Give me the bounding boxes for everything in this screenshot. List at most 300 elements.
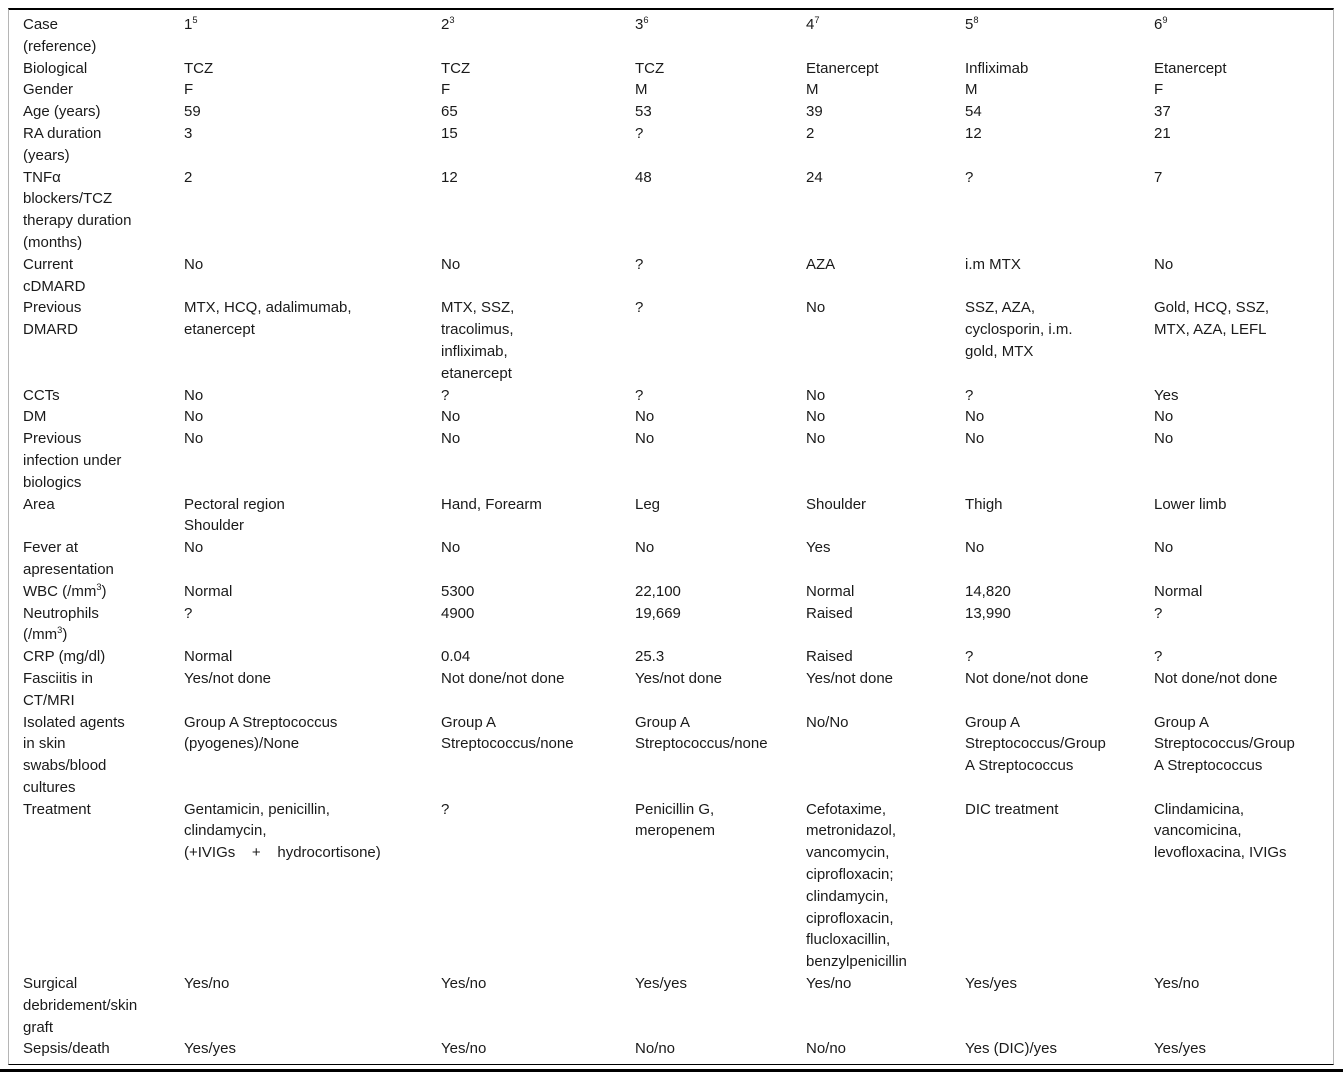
text-line: (pyogenes)/None [184, 735, 300, 753]
cell-case-3 [635, 428, 806, 450]
text-line: F [1154, 81, 1164, 99]
cell-case-5 [965, 494, 1154, 516]
text-line: No [965, 539, 985, 557]
text-line: etanercept [441, 364, 512, 382]
text-line: 5300 [441, 582, 475, 600]
cell-case-4 [806, 973, 965, 995]
row-label [23, 14, 184, 58]
text-line: Yes/no [441, 975, 487, 993]
text-line: 2 [806, 124, 815, 142]
text-line: 25.3 [635, 648, 665, 666]
text-line: 15 [441, 124, 458, 142]
cell-case-4 [806, 254, 965, 276]
cell-case-6 [1154, 428, 1333, 450]
text-line: blockers/TCZ [23, 190, 113, 208]
text-line: Pectoral region [184, 495, 285, 513]
text-line: Shoulder [806, 495, 867, 513]
cell-case-6 [1154, 1038, 1333, 1060]
text-line: Group A [635, 713, 691, 731]
row-label [23, 537, 184, 581]
text-line: No [184, 255, 204, 273]
text-line: 3 [184, 124, 193, 142]
text-line: Normal [184, 582, 233, 600]
text-line: Yes [1154, 386, 1179, 404]
text-line: DMARD [23, 321, 78, 339]
text-line: ? [965, 386, 974, 404]
text-line: 14,820 [965, 582, 1011, 600]
text-line: 12 [965, 124, 982, 142]
row-label [23, 123, 184, 167]
cell-case-6 [1154, 58, 1333, 80]
text-line: No/no [635, 1040, 676, 1058]
text-line: i.m MTX [965, 255, 1021, 273]
text-line: F [441, 81, 451, 99]
text-line: No [965, 408, 985, 426]
text-line: ? [441, 386, 450, 404]
cell-case-1 [184, 254, 441, 276]
cell-case-4 [806, 101, 965, 123]
text-line: Group A [1154, 713, 1210, 731]
table-row [23, 297, 1333, 384]
text-line: MTX, SSZ, [441, 299, 515, 317]
text-line: A Streptococcus [1154, 757, 1263, 775]
text-line: debridement/skin [23, 996, 138, 1014]
table-row [23, 973, 1333, 1038]
table-row [23, 603, 1333, 647]
text-line: No [635, 430, 655, 448]
text-line: Yes/not done [184, 669, 272, 687]
cell-case-1 [184, 668, 441, 690]
cell-case-1 [184, 123, 441, 145]
cell-case-3 [635, 297, 806, 319]
text-line: 54 [965, 103, 982, 121]
text-line: ? [635, 255, 644, 273]
superscript-reference: 3 [57, 625, 63, 636]
text-line: $3^6$ [635, 15, 649, 33]
cell-case-4 [806, 428, 965, 450]
cell-case-2 [441, 537, 635, 559]
cell-case-4 [806, 79, 965, 101]
text-line: Yes/yes [635, 975, 687, 993]
superscript-reference: 3 [96, 581, 102, 592]
text-line: $4^7$ [806, 15, 820, 33]
cell-case-4 [806, 1038, 965, 1060]
row-label [23, 712, 184, 799]
cell-case-1 [184, 712, 441, 756]
cell-case-4 [806, 581, 965, 603]
row-label [23, 254, 184, 298]
text-line: 13,990 [965, 604, 1011, 622]
text-line: No [184, 539, 204, 557]
superscript-reference: 5 [192, 15, 198, 25]
cell-case-3 [635, 581, 806, 603]
text-line: (reference) [23, 37, 97, 55]
text-line: ? [1154, 648, 1163, 666]
cell-case-3 [635, 406, 806, 428]
text-line: DIC treatment [965, 800, 1059, 818]
text-line: Not done/not done [965, 669, 1089, 687]
text-line: biologics [23, 473, 82, 491]
text-line: No [965, 430, 985, 448]
text-line: No [635, 539, 655, 557]
row-label [23, 646, 184, 668]
text-line: cDMARD [23, 277, 86, 295]
cell-case-4 [806, 297, 965, 319]
row-label [23, 973, 184, 1038]
superscript-reference: 8 [973, 15, 979, 25]
table-row [23, 123, 1333, 167]
text-line: in skin [23, 735, 66, 753]
text-line: Not done/not done [441, 669, 565, 687]
table-row [23, 406, 1333, 428]
row-label [23, 1038, 184, 1060]
text-line: Shoulder [184, 517, 245, 535]
cell-case-6 [1154, 973, 1333, 995]
text-line: 22,100 [635, 582, 681, 600]
cell-case-2 [441, 101, 635, 123]
cell-case-3 [635, 385, 806, 407]
text-line: Gender [23, 81, 74, 99]
cell-case-2 [441, 79, 635, 101]
text-line: 7 [1154, 168, 1163, 186]
text-line: vancomicina, [1154, 822, 1242, 840]
text-line: No [441, 408, 461, 426]
text-line: Yes/no [184, 975, 230, 993]
text-line: swabs/blood [23, 757, 107, 775]
text-line: Area [23, 495, 55, 513]
cell-case-6 [1154, 603, 1333, 625]
text-line: RA duration [23, 124, 102, 142]
table-row [23, 167, 1333, 254]
cell-case-6 [1154, 385, 1333, 407]
table-bottom-rule [0, 1069, 1343, 1072]
row-label [23, 428, 184, 493]
text-line: Yes/no [1154, 975, 1200, 993]
text-line: benzylpenicillin [806, 953, 907, 971]
text-line: $6^9$ [1154, 15, 1168, 33]
text-line: CCTs [23, 386, 60, 404]
row-label [23, 799, 184, 821]
table-row [23, 799, 1333, 973]
cell-case-2 [441, 167, 635, 189]
table-row [23, 581, 1333, 603]
text-line: Age (years) [23, 103, 101, 121]
text-line: $(/mm^3)$ [23, 625, 68, 644]
cell-case-5 [965, 1038, 1154, 1060]
row-label [23, 58, 184, 80]
superscript-reference: 3 [449, 15, 455, 25]
cell-case-2 [441, 385, 635, 407]
text-line: MTX, AZA, LEFL [1154, 321, 1267, 339]
text-line: DM [23, 408, 47, 426]
cell-case-6 [1154, 167, 1333, 189]
table-row [23, 385, 1333, 407]
cell-case-6 [1154, 254, 1333, 276]
text-line: Yes (DIC)/yes [965, 1040, 1057, 1058]
text-line: cyclosporin, i.m. [965, 321, 1073, 339]
text-line: infection under [23, 451, 122, 469]
text-line: $1^5$ [184, 15, 198, 33]
cell-case-4 [806, 668, 965, 690]
text-line: etanercept [184, 321, 255, 339]
text-line: cultures [23, 778, 76, 796]
cell-case-6 [1154, 712, 1333, 777]
text-line: Yes/not done [806, 669, 894, 687]
text-line: No [441, 255, 461, 273]
cell-case-3 [635, 646, 806, 668]
cell-case-5 [965, 101, 1154, 123]
text-line: ? [635, 124, 644, 142]
text-line: Hand, Forearm [441, 495, 542, 513]
text-line: graft [23, 1018, 54, 1036]
cell-case-4 [806, 646, 965, 668]
row-label [23, 79, 184, 101]
text-line: apresentation [23, 560, 114, 578]
text-line: 2 [184, 168, 193, 186]
cell-case-2 [441, 668, 635, 690]
cell-case-1 [184, 537, 441, 559]
text-line: Surgical [23, 975, 78, 993]
table-row [23, 712, 1333, 799]
row-label [23, 668, 184, 712]
text-line: No [441, 539, 461, 557]
cell-case-1 [184, 494, 441, 538]
table-row [23, 1038, 1333, 1060]
cell-case-2 [441, 1038, 635, 1060]
text-line: (+IVIGs + hydrocortisone) [184, 844, 381, 862]
cell-case-4 [806, 167, 965, 189]
text-line: Leg [635, 495, 661, 513]
text-line: ? [184, 604, 193, 622]
text-line: No [1154, 255, 1174, 273]
cell-case-5 [965, 58, 1154, 80]
text-line: Biological [23, 59, 88, 77]
text-line: metronidazol, [806, 822, 897, 840]
text-line: Yes [806, 539, 831, 557]
text-line: Isolated agents [23, 713, 125, 731]
text-line: No [806, 430, 826, 448]
text-line: 65 [441, 103, 458, 121]
text-line: ciprofloxacin, [806, 909, 894, 927]
text-line: 39 [806, 103, 823, 121]
cell-case-5 [965, 799, 1154, 821]
text-line: ? [965, 168, 974, 186]
text-line: Gold, HCQ, SSZ, [1154, 299, 1270, 317]
cell-case-3 [635, 58, 806, 80]
table-row [23, 494, 1333, 538]
table-row [23, 79, 1333, 101]
text-line: ? [441, 800, 450, 818]
cell-case-4 [806, 58, 965, 80]
text-line: 24 [806, 168, 823, 186]
text-line: tracolimus, [441, 321, 514, 339]
text-line: CRP (mg/dl) [23, 648, 106, 666]
cell-case-5 [965, 297, 1154, 362]
text-line: No [806, 408, 826, 426]
cell-case-2 [441, 406, 635, 428]
cell-case-2 [441, 494, 635, 516]
text-line: Thigh [965, 495, 1003, 513]
text-line: 21 [1154, 124, 1171, 142]
table-row [23, 428, 1333, 493]
text-line: (years) [23, 146, 70, 164]
text-line: No [184, 386, 204, 404]
text-line: CT/MRI [23, 691, 75, 709]
cell-case-5 [965, 254, 1154, 276]
cell-case-6 [1154, 79, 1333, 101]
text-line: Raised [806, 648, 853, 666]
text-line: M [965, 81, 978, 99]
text-line: Yes/yes [184, 1040, 236, 1058]
row-label [23, 581, 184, 603]
cell-case-4 [806, 14, 965, 36]
cell-case-6 [1154, 14, 1333, 36]
cell-case-3 [635, 14, 806, 36]
cell-case-1 [184, 58, 441, 80]
text-line: Yes/no [441, 1040, 487, 1058]
text-line: No [806, 299, 826, 317]
cell-case-1 [184, 297, 441, 341]
text-line: Streptococcus/Group [965, 735, 1106, 753]
text-line: levofloxacina, IVIGs [1154, 844, 1287, 862]
text-line: Previous [23, 299, 82, 317]
text-line: 4900 [441, 604, 475, 622]
text-line: Yes/yes [965, 975, 1017, 993]
cell-case-1 [184, 646, 441, 668]
cell-case-2 [441, 428, 635, 450]
text-line: 37 [1154, 103, 1171, 121]
text-line: 48 [635, 168, 652, 186]
table-row [23, 646, 1333, 668]
cell-case-5 [965, 406, 1154, 428]
cell-case-4 [806, 494, 965, 516]
cell-case-5 [965, 14, 1154, 36]
table-row [23, 668, 1333, 712]
text-line: No [635, 408, 655, 426]
cell-case-4 [806, 712, 965, 734]
text-line: 12 [441, 168, 458, 186]
cell-case-2 [441, 712, 635, 756]
cell-case-5 [965, 537, 1154, 559]
table-row [23, 58, 1333, 80]
text-line: $5^8$ [965, 15, 979, 33]
cell-case-3 [635, 603, 806, 625]
text-line: vancomycin, [806, 844, 890, 862]
cell-case-5 [965, 581, 1154, 603]
text-line: flucloxacillin, [806, 931, 891, 949]
text-line: No [1154, 539, 1174, 557]
text-line: No [184, 408, 204, 426]
cell-case-3 [635, 537, 806, 559]
text-line: No [806, 386, 826, 404]
text-line: Gentamicin, penicillin, [184, 800, 330, 818]
cell-case-1 [184, 101, 441, 123]
cell-case-2 [441, 646, 635, 668]
cell-case-1 [184, 603, 441, 625]
row-label [23, 603, 184, 647]
cell-case-5 [965, 668, 1154, 690]
text-line: Group A [441, 713, 497, 731]
cell-case-6 [1154, 494, 1333, 516]
case-comparison-table [8, 8, 1334, 1065]
text-line: 19,669 [635, 604, 681, 622]
text-line: clindamycin, [184, 822, 267, 840]
text-line: No [441, 430, 461, 448]
cell-case-6 [1154, 646, 1333, 668]
text-line: M [635, 81, 648, 99]
text-line: Previous [23, 430, 82, 448]
text-line: Streptococcus/Group [1154, 735, 1295, 753]
row-label [23, 167, 184, 254]
cell-case-1 [184, 14, 441, 36]
text-line: Lower limb [1154, 495, 1227, 513]
cell-case-6 [1154, 123, 1333, 145]
cell-case-2 [441, 297, 635, 384]
cell-case-3 [635, 668, 806, 690]
text-line: Yes/yes [1154, 1040, 1206, 1058]
cell-case-2 [441, 123, 635, 145]
text-line: ? [635, 299, 644, 317]
text-line: No [1154, 430, 1174, 448]
cell-case-6 [1154, 581, 1333, 603]
text-line: Not done/not done [1154, 669, 1278, 687]
text-line: Group A Streptococcus [184, 713, 338, 731]
cell-case-6 [1154, 537, 1333, 559]
cell-case-2 [441, 14, 635, 36]
text-line: Streptococcus/none [635, 735, 768, 753]
cell-case-3 [635, 123, 806, 145]
text-line: Penicillin G, [635, 800, 715, 818]
cell-case-3 [635, 973, 806, 995]
cell-case-1 [184, 428, 441, 450]
table-row [23, 537, 1333, 581]
cell-case-5 [965, 973, 1154, 995]
cell-case-2 [441, 581, 635, 603]
superscript-reference: 9 [1162, 15, 1168, 25]
cell-case-2 [441, 603, 635, 625]
text-line: No/No [806, 713, 849, 731]
text-line: Normal [184, 648, 233, 666]
cell-case-4 [806, 123, 965, 145]
cell-case-1 [184, 406, 441, 428]
text-line: ? [635, 386, 644, 404]
text-line: ? [1154, 604, 1163, 622]
text-line: Fever at [23, 539, 79, 557]
cell-case-6 [1154, 406, 1333, 428]
text-line: No/no [806, 1040, 847, 1058]
cell-case-3 [635, 799, 806, 843]
text-line: ? [965, 648, 974, 666]
text-line: Raised [806, 604, 853, 622]
cell-case-4 [806, 603, 965, 625]
text-line: M [806, 81, 819, 99]
cell-case-4 [806, 406, 965, 428]
cell-case-5 [965, 603, 1154, 625]
cell-case-1 [184, 973, 441, 995]
text-line: $2^3$ [441, 15, 455, 33]
row-label [23, 406, 184, 428]
superscript-reference: 7 [814, 15, 820, 25]
text-line: meropenem [635, 822, 716, 840]
cell-case-1 [184, 385, 441, 407]
text-line: Current [23, 255, 74, 273]
cell-case-3 [635, 79, 806, 101]
text-line: No [184, 430, 204, 448]
text-line: 53 [635, 103, 652, 121]
cell-case-4 [806, 799, 965, 973]
text-line: Etanercept [1154, 59, 1227, 77]
cell-case-1 [184, 167, 441, 189]
